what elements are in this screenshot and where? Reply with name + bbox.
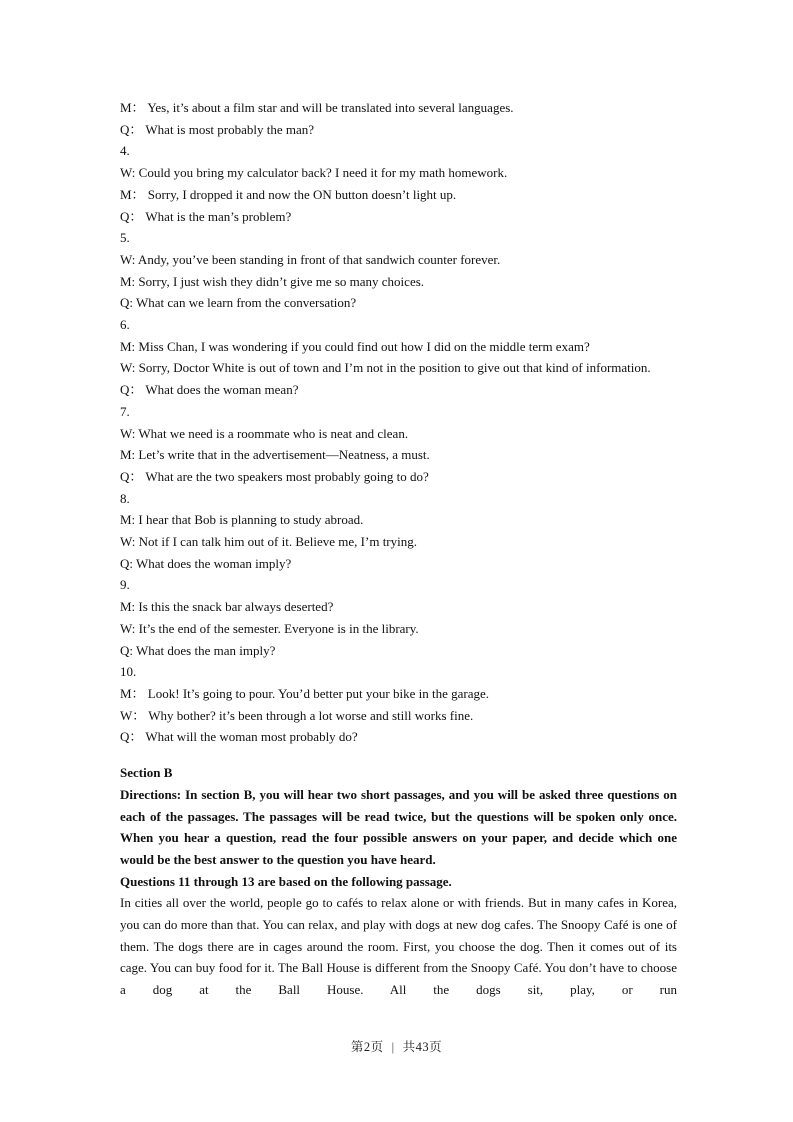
dialogue-line: W: What we need is a roommate who is neat and clean. (120, 425, 409, 441)
passage-intro: Questions 11 through 13 are based on the following passage. (120, 873, 452, 889)
question-line: Q: What does the woman imply? (120, 555, 292, 571)
dialogue-line: W: Not if I can talk him out of it. Believe me, I’m trying. (120, 534, 418, 550)
question-line: Q： What is the man’s problem? (120, 208, 292, 224)
dialogue-line: W: It’s the end of the semester. Everyone is in the library. (120, 620, 419, 636)
dialogue-line: M: Sorry, I just wish they didn’t give me so many choices. (120, 273, 425, 289)
question-line: Q： What are the two speakers most probably going to do? (120, 468, 429, 484)
section-gap (120, 748, 677, 762)
dialogue-line: W： Why bother? it’s been through a lot worse and still works fine. (120, 707, 474, 723)
question-line: Q： What does the woman mean? (120, 382, 299, 398)
dialogue-line: W: Andy, you’ve been standing in front of that sandwich counter forever. (120, 251, 501, 267)
item-number: 8. (120, 490, 130, 506)
question-line: Q: What can we learn from the conversation? (120, 295, 357, 311)
document-body (120, 97, 677, 1001)
question-line: Q： What will the woman most probably do? (120, 729, 358, 745)
page-footer (0, 1037, 793, 1055)
footer-separator: | (391, 1040, 395, 1054)
section-heading: Section B (120, 765, 173, 781)
question-line: Q: What does the man imply? (120, 642, 276, 658)
item-number: 7. (120, 403, 130, 419)
dialogue-line: M: I hear that Bob is planning to study abroad. (120, 512, 364, 528)
page-total: 共43页 (402, 1040, 443, 1054)
directions-paragraph: Directions: In section B, you will hear two short passages, and you will be asked three questions on each of the passages. The passages will be read twice, but the questions will be spoken only once. When you hear a question, read the four possible answers on your paper, and decide which one would be the best answer to the question you have heard. (120, 786, 677, 867)
passage-paragraph: In cities all over the world, people go to cafés to relax alone or with friends. But in many cafes in Korea, you can do more than that. You can relax, and play with dogs at new dog cafes. The Snoopy Café is one of them. The dogs there are in cages around the room. First, you choose the dog. Then it comes out of its cage. You can buy food for it. The Ball House is different from the Snoopy Café. You don’t have to choose a dog at the Ball House. All the dogs sit, play, or run (120, 895, 677, 998)
dialogue-line: M： Yes, it’s about a film star and will be translated into several languages. (120, 100, 514, 115)
question-line: Q： What is most probably the man? (120, 121, 315, 137)
dialogue-line: M: Is this the snack bar always deserted? (120, 599, 334, 615)
item-number: 5. (120, 230, 130, 246)
dialogue-line: M： Look! It’s going to pour. You’d better put your bike in the garage. (120, 685, 490, 701)
item-number: 9. (120, 577, 130, 593)
item-number: 6. (120, 317, 130, 333)
dialogue-line: M： Sorry, I dropped it and now the ON button doesn’t light up. (120, 186, 457, 202)
page-number: 第2页 (350, 1040, 384, 1054)
item-number: 4. (120, 143, 130, 159)
dialogue-line: W: Sorry, Doctor White is out of town and I’m not in the position to give out that kind of information. (120, 360, 651, 376)
dialogue-line: M: Miss Chan, I was wondering if you could find out how I did on the middle term exam? (120, 338, 590, 354)
item-number: 10. (120, 664, 137, 680)
dialogue-line: W: Could you bring my calculator back? I need it for my math homework. (120, 165, 508, 181)
dialogue-line: M: Let’s write that in the advertisement—Neatness, a must. (120, 447, 430, 463)
